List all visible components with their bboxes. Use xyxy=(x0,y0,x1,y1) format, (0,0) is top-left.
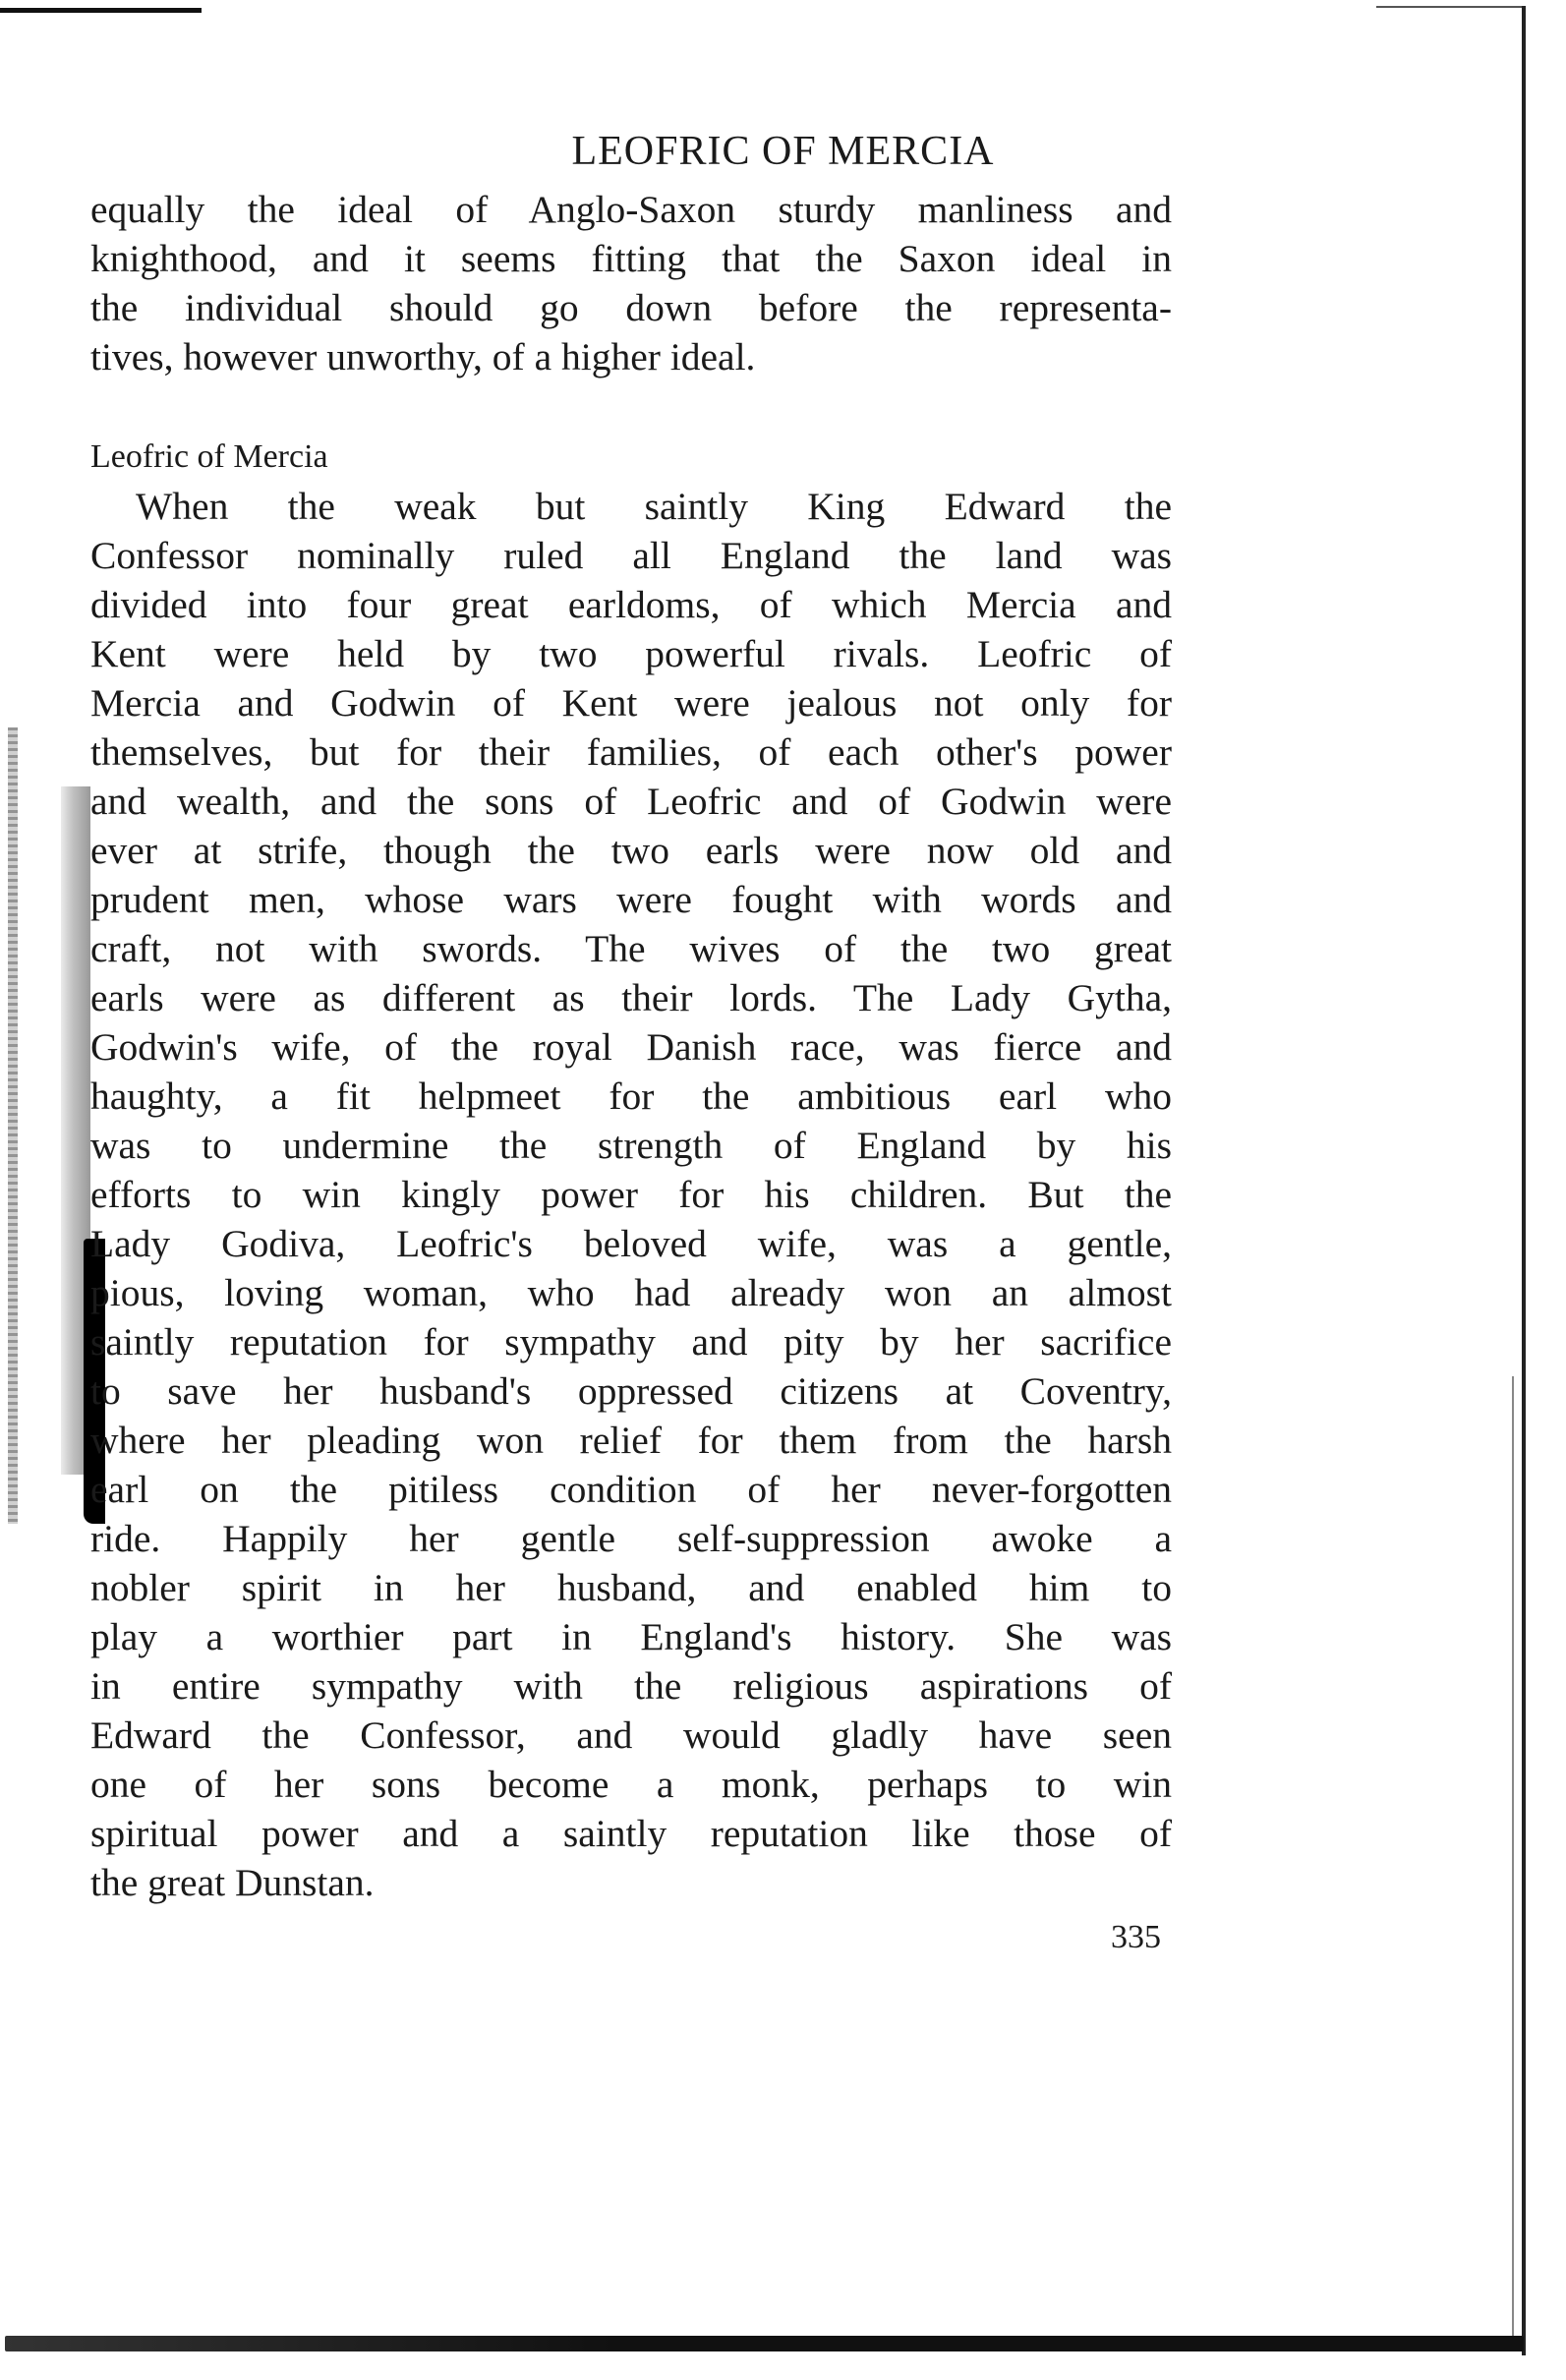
text-line: pious, loving woman, who had already won an almost xyxy=(90,1271,1172,1314)
text-line: in entire sympathy with the religious aspirations of xyxy=(90,1664,1172,1708)
text-line: ever at strife, though the two earls were now old and xyxy=(90,829,1172,872)
scan-edge-right-inner xyxy=(1512,1376,1514,2340)
text-line: one of her sons become a monk, perhaps to win xyxy=(90,1763,1172,1806)
text-line: ride. Happily her gentle self-suppression awoke a xyxy=(90,1517,1172,1560)
scan-edge-top xyxy=(0,8,202,13)
text-line: the individual should go down before the representa- xyxy=(90,286,1172,329)
intro-paragraph xyxy=(90,185,1172,381)
text-line: haughty, a fit helpmeet for the ambitious earl who xyxy=(90,1074,1172,1118)
text-line: Godwin's wife, of the royal Danish race, was fierce and xyxy=(90,1025,1172,1069)
text-line: play a worthier part in England's history. She was xyxy=(90,1615,1172,1658)
text-line: earl on the pitiless condition of her never-forgotten xyxy=(90,1468,1172,1511)
text-line: Edward the Confessor, and would gladly have seen xyxy=(90,1713,1172,1757)
body-paragraph xyxy=(90,482,1172,1907)
section-heading: Leofric of Mercia xyxy=(90,438,328,475)
text-line: and wealth, and the sons of Leofric and of Godwin were xyxy=(90,780,1172,823)
text-line: Mercia and Godwin of Kent were jealous not only for xyxy=(90,681,1172,725)
text-line: When the weak but saintly King Edward the xyxy=(136,485,1172,528)
text-line: divided into four great earldoms, of which Mercia and xyxy=(90,583,1172,626)
text-line: craft, not with swords. The wives of the two great xyxy=(90,927,1172,970)
text-line: Lady Godiva, Leofric's beloved wife, was a gentle, xyxy=(90,1222,1172,1265)
text-line: was to undermine the strength of England by his xyxy=(90,1124,1172,1167)
text-line: equally the ideal of Anglo-Saxon sturdy manliness and xyxy=(90,188,1172,231)
text-line: tives, however unworthy, of a higher ideal. xyxy=(90,335,756,378)
scan-edge-bottom xyxy=(5,2336,1524,2351)
text-line: nobler spirit in her husband, and enabled him to xyxy=(90,1566,1172,1609)
text-line: Confessor nominally ruled all England the land was xyxy=(90,534,1172,577)
text-line: efforts to win kingly power for his children. But the xyxy=(90,1173,1172,1216)
page-number: 335 xyxy=(1111,1919,1161,1955)
scan-edge-right xyxy=(1522,6,1526,2355)
running-head: LEOFRIC OF MERCIA xyxy=(571,129,995,174)
text-line: to save her husband's oppressed citizens at Coventry, xyxy=(90,1369,1172,1413)
text-line: knighthood, and it seems fitting that the Saxon ideal in xyxy=(90,237,1172,280)
text-line: spiritual power and a saintly reputation like those of xyxy=(90,1812,1172,1855)
text-line: prudent men, whose wars were fought with words and xyxy=(90,878,1172,921)
text-line: the great Dunstan. xyxy=(90,1861,375,1904)
scan-edge-top-right xyxy=(1376,6,1524,8)
text-line: earls were as different as their lords. The Lady Gytha, xyxy=(90,976,1172,1019)
text-line: saintly reputation for sympathy and pity by her sacrifice xyxy=(90,1320,1172,1364)
text-line: themselves, but for their families, of each other's power xyxy=(90,730,1172,774)
text-line: where her pleading won relief for them from the harsh xyxy=(90,1419,1172,1462)
text-line: Kent were held by two powerful rivals. Leofric of xyxy=(90,632,1172,675)
